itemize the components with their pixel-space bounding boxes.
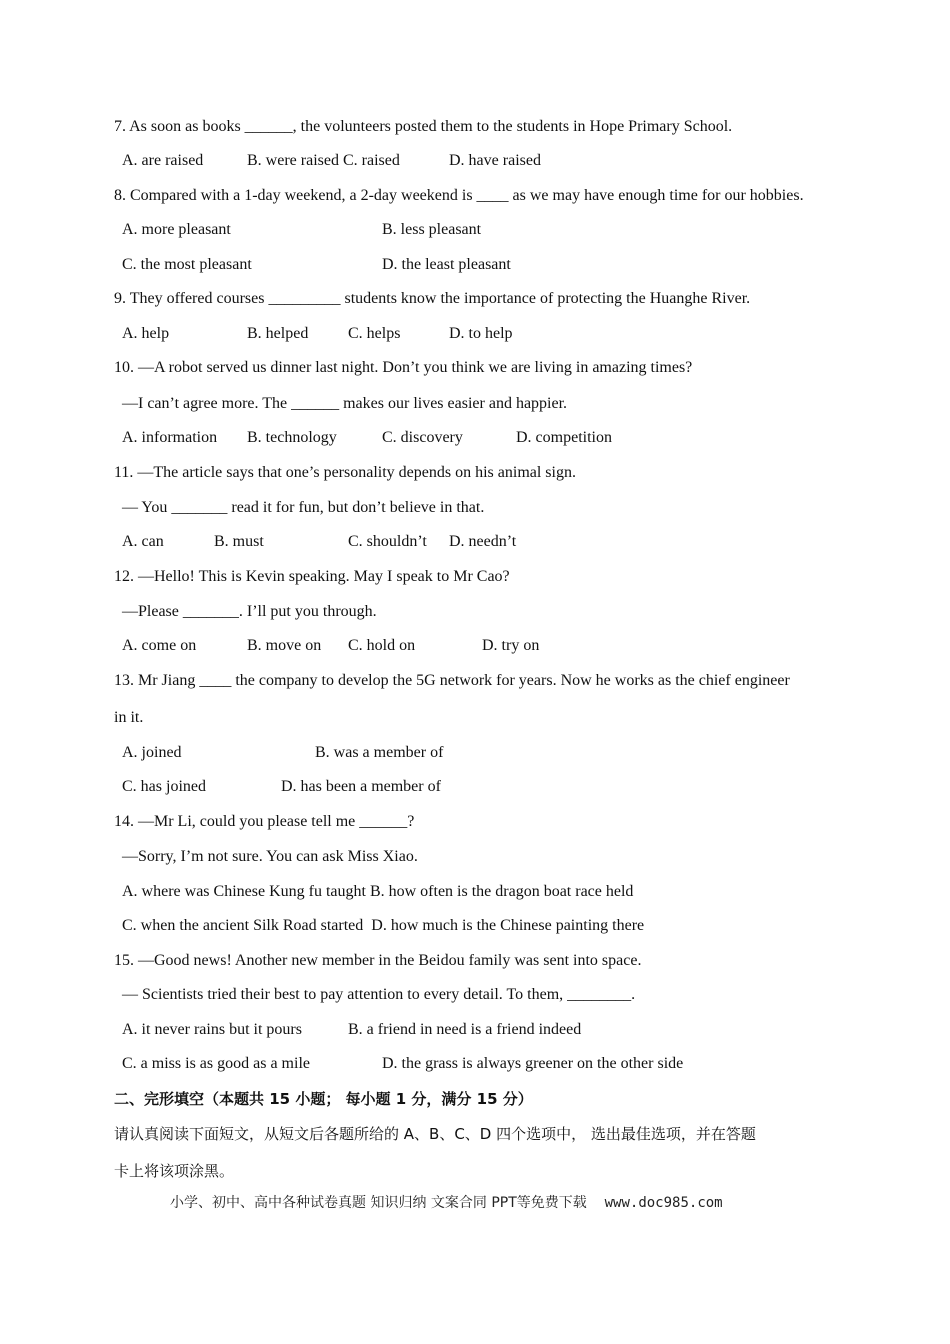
question-10-stem: 10. —A robot served us dinner last night. Don’t you think we are living in amazing times?	[114, 359, 693, 376]
question-15-option-d: D. the grass is always greener on the other side	[382, 1055, 684, 1072]
question-8-stem: 8. Compared with a 1-day weekend, a 2-day weekend is ____ as we may have enough time for our hobbies.	[114, 187, 804, 204]
question-10-option-d: D. competition	[516, 429, 612, 446]
question-15-option-a: A. it never rains but it pours	[122, 1021, 302, 1038]
question-13-option-a: A. joined	[122, 744, 182, 761]
question-11-option-c: C. shouldn’t	[348, 533, 427, 550]
question-9-stem: 9. They offered courses _________ students know the importance of protecting the Huanghe River.	[114, 290, 751, 307]
page-footer	[170, 1193, 723, 1213]
question-11-option-d: D. needn’t	[449, 533, 517, 550]
question-14-options-ab: A. where was Chinese Kung fu taught B. how often is the dragon boat race held	[122, 883, 634, 900]
question-7-stem: 7. As soon as books ______, the volunteers posted them to the students in Hope Primary School.	[114, 118, 733, 135]
question-14-reply: —Sorry, I’m not sure. You can ask Miss Xiao.	[122, 848, 418, 865]
question-9-option-d: D. to help	[449, 325, 513, 342]
question-7-option-d: D. have raised	[449, 152, 541, 169]
question-15-option-c: C. a miss is as good as a mile	[122, 1055, 310, 1072]
question-13-option-c: C. has joined	[122, 778, 206, 795]
question-12-reply: —Please _______. I’ll put you through.	[122, 603, 377, 620]
question-9-option-a: A. help	[122, 325, 170, 342]
section-2-instruction-line-1: 请认真阅读下面短文，从短文后各题所给的 A、B、C、D 四个选项中， 选出最佳选项，并在答题	[114, 1125, 756, 1143]
question-12-option-c: C. hold on	[348, 637, 416, 654]
question-15-option-b: B. a friend in need is a friend indeed	[348, 1021, 582, 1038]
question-14-options-cd: C. when the ancient Silk Road started D. how much is the Chinese painting there	[122, 917, 645, 934]
question-10-option-b: B. technology	[247, 429, 337, 446]
section-2-instruction-line-2: 卡上将该项涂黑。	[114, 1162, 235, 1180]
question-12-stem: 12. —Hello! This is Kevin speaking. May I speak to Mr Cao?	[114, 568, 510, 585]
question-8-option-a: A. more pleasant	[122, 221, 231, 238]
question-13-option-b: B. was a member of	[315, 744, 444, 761]
question-9-option-b: B. helped	[247, 325, 309, 342]
question-9-option-c: C. helps	[348, 325, 401, 342]
question-8-option-c: C. the most pleasant	[122, 256, 252, 273]
question-12-option-a: A. come on	[122, 637, 197, 654]
question-10-option-a: A. information	[122, 429, 218, 446]
question-13-option-d: D. has been a member of	[281, 778, 441, 795]
question-11-option-a: A. can	[122, 533, 164, 550]
question-12-option-d: D. try on	[482, 637, 540, 654]
question-14-stem: 14. —Mr Li, could you please tell me ______?	[114, 813, 415, 830]
question-13-stem: 13. Mr Jiang ____ the company to develop the 5G network for years. Now he works as the chief engineer	[114, 672, 790, 689]
question-8-option-d: D. the least pleasant	[382, 256, 511, 273]
question-10-reply: —I can’t agree more. The ______ makes our lives easier and happier.	[122, 395, 568, 412]
question-11-option-b: B. must	[214, 533, 264, 550]
footer-text: 小学、初中、高中各种试卷真题 知识归纳 文案合同 PPT等免费下载	[170, 1195, 587, 1211]
question-13-stem-continued: in it.	[114, 709, 144, 726]
question-12-option-b: B. move on	[247, 637, 322, 654]
question-7-option-a: A. are raised	[122, 152, 204, 169]
question-11-stem: 11. —The article says that one’s personality depends on his animal sign.	[114, 464, 576, 481]
question-10-option-c: C. discovery	[382, 429, 463, 446]
question-15-reply: — Scientists tried their best to pay attention to every detail. To them, ________.	[122, 986, 636, 1003]
question-8-option-b: B. less pleasant	[382, 221, 482, 238]
footer-url[interactable]: www.doc985.com	[604, 1195, 723, 1211]
question-7-option-bc: B. were raised C. raised	[247, 152, 400, 169]
question-15-stem: 15. —Good news! Another new member in the Beidou family was sent into space.	[114, 952, 642, 969]
section-2-heading: 二、完形填空（本题共 15 小题； 每小题 1 分，满分 15 分）	[114, 1090, 533, 1108]
question-11-reply: — You _______ read it for fun, but don’t believe in that.	[122, 499, 485, 516]
